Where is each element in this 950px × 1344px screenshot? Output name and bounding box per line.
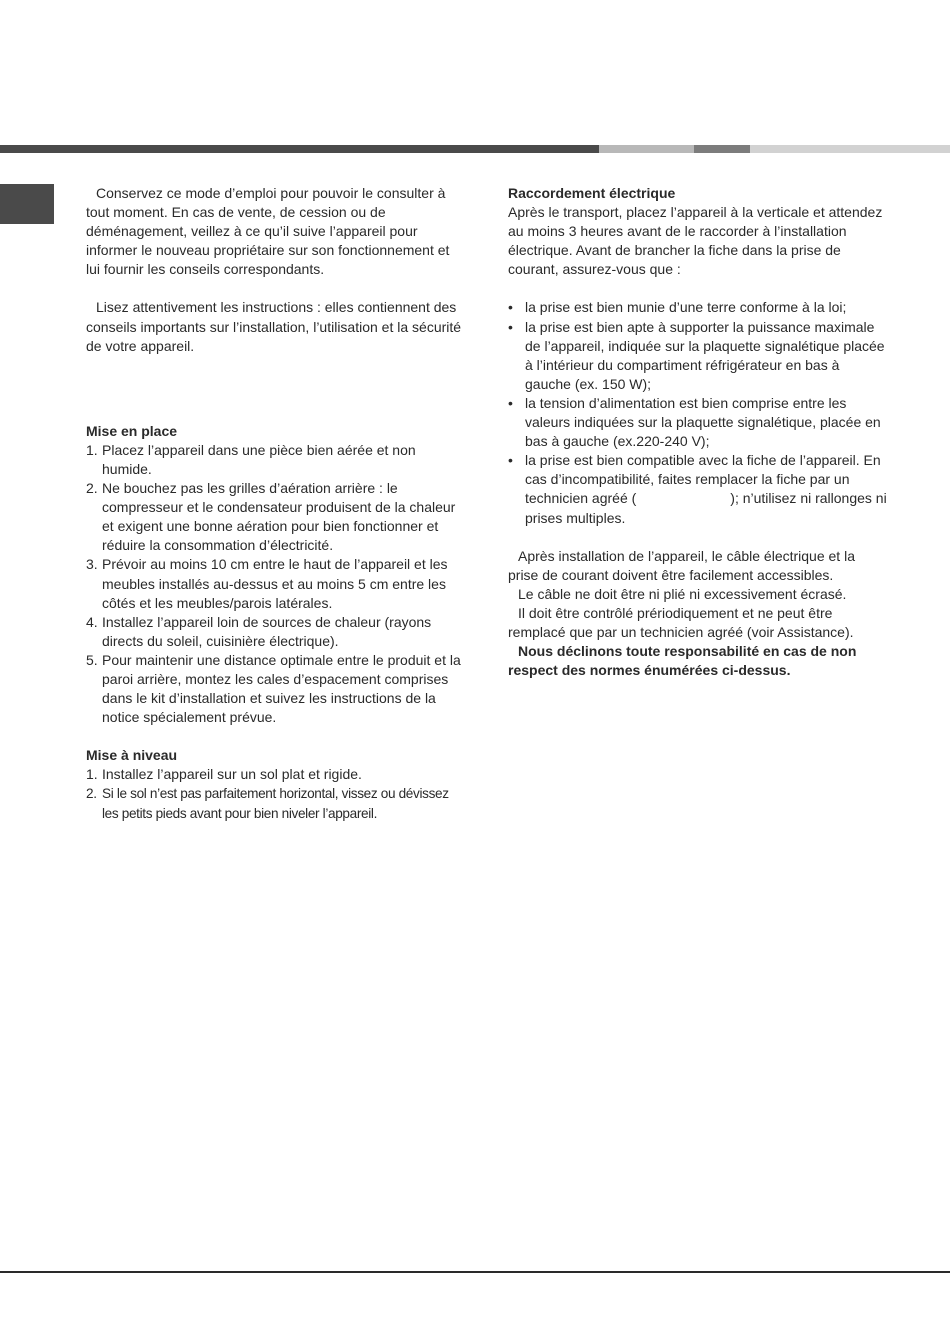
footer-rule: [0, 1271, 950, 1273]
header-bar-segment-dark: [0, 145, 599, 153]
language-tab-marker: [0, 184, 54, 224]
electrical-checklist: [508, 298, 888, 527]
left-column: [86, 184, 466, 823]
list-item: 2. Ne bouchez pas les grilles d’aération arrière : le compresseur et le condensateur produisent de la chaleur et exigent une bonne aération pour bien fonctionner et réduire la consommation d’électricité.: [86, 480, 456, 554]
leveling-heading: Mise à niveau: [86, 747, 178, 764]
list-item: 5. Pour maintenir une distance optimale entre le produit et la paroi arrière, montez les cales d’espacement comprises dans le kit d’installation et suivez les instructions de la notice spécialement prévue.: [86, 651, 461, 726]
electrical-heading: Raccordement électrique: [508, 185, 676, 201]
electrical-intro: Après le transport, placez l’appareil à la verticale et attendez au moins 3 heures avant de le raccorder à l’installation électrique. Avant de brancher la fiche dans la prise de courant, assurez-vous que :: [508, 204, 883, 278]
disclaimer-paragraph: Nous déclinons toute responsabilité en cas de non respect des normes énumérées ci-dessus.: [508, 643, 857, 679]
list-item: • la tension d’alimentation est bien comprise entre les valeurs indiquées sur la plaquette signalétique, placée en bas à gauche (ex.220-240 V);: [508, 394, 881, 450]
cable-paragraph: Le câble ne doit être ni plié ni excessivement écrasé.: [518, 585, 847, 602]
list-item: 3. Prévoir au moins 10 cm entre le haut de l’appareil et les meubles installés au-dessus et au moins 5 cm entre les côtés et les meubles/parois latérales.: [86, 556, 448, 611]
bullet-icon: •: [508, 318, 513, 335]
placement-heading: Mise en place: [86, 422, 178, 439]
header-color-bar: [0, 145, 950, 153]
list-item: • la prise est bien compatible avec la fiche de l’appareil. En cas d’incompatibilité, faites remplacer la fiche par un technicien agréé ( ); n’utilisez ni rallonges ni prises multiples.: [508, 452, 887, 526]
header-bar-segment-light: [599, 145, 694, 153]
header-bar-segment-pale: [750, 145, 950, 153]
placement-list: [86, 441, 466, 727]
intro-paragraph-1: Conservez ce mode d’emploi pour pouvoir le consulter à tout moment. En cas de vente, de cession ou de déménagement, veillez à ce qu’il suive l’appareil pour informer le nouveau propriétaire sur son fonctionnement et lui fournir les conseils correspondants.: [86, 185, 450, 278]
right-column: [508, 184, 888, 680]
bullet-icon: •: [508, 299, 513, 316]
list-item: • la prise est bien apte à supporter la puissance maximale de l’appareil, indiquée sur la plaquette signalétique placée à l’intérieur du compartiment réfrigérateur en bas à gauche (ex. 150 W);: [508, 318, 885, 392]
list-item: 4. Installez l’appareil loin de sources de chaleur (rayons directs du soleil, cuisinière électrique).: [86, 613, 432, 649]
inspection-paragraph: Il doit être contrôlé prériodiquement et ne peut être remplacé que par un technicien agréé (voir Assistance).: [508, 604, 854, 640]
leveling-list: [86, 765, 466, 822]
intro-paragraph-2: Lisez attentivement les instructions : elles contiennent des conseils importants sur l’installation, l’utilisation et la sécurité de votre appareil.: [86, 299, 462, 354]
after-install-paragraph: Après installation de l’appareil, le câble électrique et la prise de courant doivent être facilement accessibles.: [508, 547, 855, 583]
header-bar-segment-mid: [694, 145, 750, 153]
bullet-icon: •: [508, 394, 513, 411]
list-item: 1. Installez l’appareil sur un sol plat et rigide.: [86, 766, 362, 783]
list-item: 1. Placez l’appareil dans une pièce bien aérée et non humide.: [86, 441, 416, 477]
list-item: • la prise est bien munie d’une terre conforme à la loi;: [508, 298, 888, 317]
bullet-icon: •: [508, 452, 513, 469]
list-item: 2. Si le sol n’est pas parfaitement horizontal, vissez ou dévissez les petits pieds avant pour bien niveler l’appareil.: [86, 786, 449, 821]
